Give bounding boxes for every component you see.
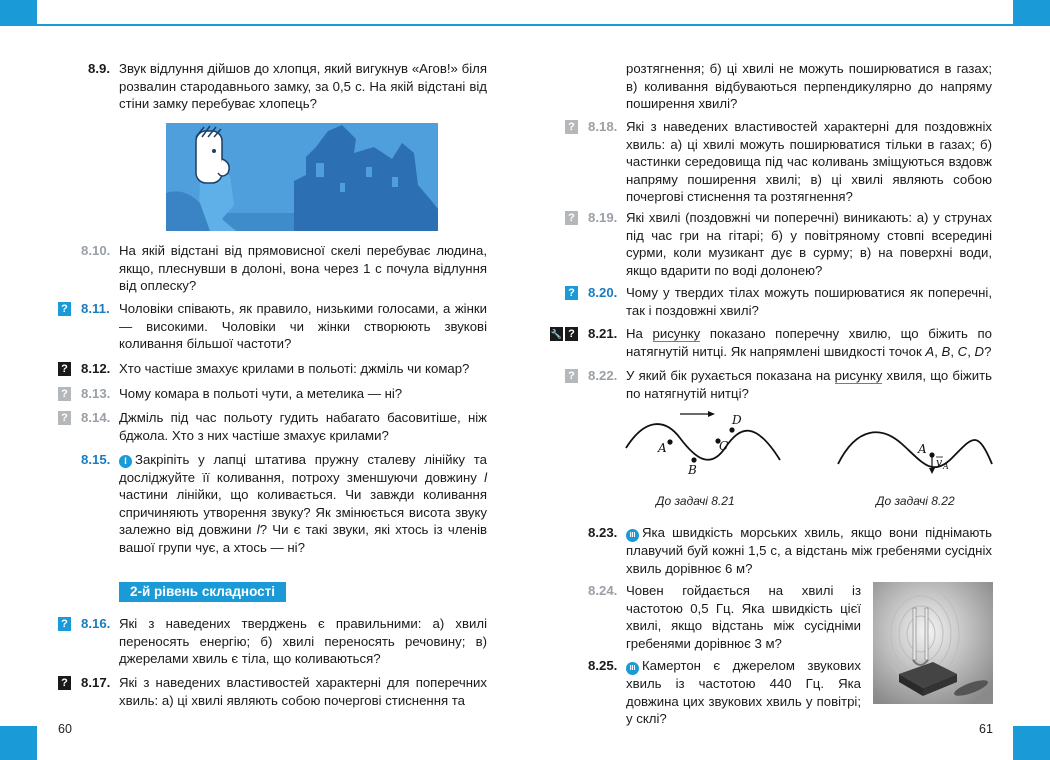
problem-text: Звук відлуння дійшов до хлопця, який вигукнув «Агов!» біля розвалин стародавнього замку, за 0,5 с. На якій відстані від стіни замку перебуває хлопець? <box>119 61 487 112</box>
problem-text: Які з наведених тверджень є правильними: а) хвилі переносять енергію; б) хвилі переносять речовину; в) джерелами хвиль є тіла, що коливаються? <box>119 616 487 667</box>
top-rule-left <box>37 24 525 26</box>
problem-8-21 <box>588 325 992 360</box>
point-a <box>667 439 672 444</box>
problem-number: 8.11. <box>81 301 110 316</box>
problem-text: Які з наведених властивостей характерні для поздовжніх хвиль: а) ці хвилі можуть поширюватися тільки в газах; б) частинки середовища під час коливань зміщуються вздовж напряму поширення хвилі; в) ці хвилі являють собою почергові стиснення та розтягнення? <box>626 119 992 205</box>
problem-text: Чому комара в польоті чути, а метелика — ні? <box>119 386 403 401</box>
problem-number: 8.18. <box>588 119 618 134</box>
problem-text: На якій відстані від прямовисної скелі перебуває людина, якщо, плеснувши в долоні, вона через 1 с почула відлуння від оплеску? <box>119 243 487 294</box>
corner-top-left <box>0 0 37 26</box>
velocity-subscript: A <box>943 462 949 471</box>
caption-8-21: До задачі 8.21 <box>656 494 735 508</box>
problem-number: 8.19. <box>588 210 618 225</box>
level-3-icon: ІІІ <box>626 662 639 675</box>
figure-link[interactable]: рисунку <box>652 326 701 341</box>
problem-8-9 <box>88 60 487 113</box>
figure-8-22 <box>832 420 997 480</box>
problem-8-17 <box>81 674 487 709</box>
problem-text: Які хвилі (поздовжні чи поперечні) виникають: а) у струнах під час гри на гітарі; б) у повітряному стовпі всередині сурми, коли музикант дує в сурму; в) на поверхні води, якщо вдарити по воді долонею? <box>626 210 992 278</box>
figure-8-21 <box>620 408 785 480</box>
page-number-right: 61 <box>979 722 993 736</box>
problem-text: Чоловіки співають, як правило, низькими голосами, а жінки — високими. Чоловіки чи жінки створюють звукові коливання більшої частоти? <box>119 301 487 352</box>
question-mark-icon: ? <box>58 411 71 425</box>
corner-bottom-right <box>1013 726 1050 760</box>
label-a: A <box>918 442 927 456</box>
problem-8-13 <box>81 385 487 403</box>
problem-8-22 <box>588 367 993 402</box>
problem-8-20 <box>588 284 992 319</box>
question-mark-icon: ? <box>58 302 71 316</box>
problem-number: 8.20. <box>588 285 618 300</box>
question-mark-icon: ? <box>565 369 578 383</box>
problem-8-10 <box>81 242 487 295</box>
point-d <box>729 427 734 432</box>
problem-text: І Закріпіть у лапці штатива пружну сталеву лінійку та досліджуйте її коливання, потроху зменшуючи довжину l частини лінійки, що коливається. Чи завжди коливання спричиняють утворення звуку? Як змінюється висота звуку залежно від довжини l? Чи є такі звуки, які хтось із членів вашої групи чує, а хтось — ні? <box>119 452 488 555</box>
problem-text: ІІІ Камертон є джерелом звукових хвиль із частотою 440 Гц. Яка довжина цих звукових хвиль у повітрі; у склі? <box>626 658 861 727</box>
problem-8-14 <box>81 409 487 444</box>
problem-number: 8.23. <box>588 525 618 540</box>
problem-number: 8.9. <box>88 61 110 76</box>
level-1-icon: І <box>119 455 132 468</box>
problem-number: 8.24. <box>588 583 618 598</box>
top-rule-right <box>525 24 1013 26</box>
problem-number: 8.15. <box>81 452 111 467</box>
wrench-icon: 🔧 <box>550 329 563 339</box>
question-mark-icon: ? <box>58 362 71 376</box>
tuning-fork-photo <box>873 582 993 704</box>
velocity-label: v <box>936 456 943 469</box>
problem-8-23 <box>588 524 992 577</box>
boy-castle-illustration <box>166 123 438 231</box>
problem-text: Які з наведених властивостей характерні для поперечних хвиль: а) ці хвилі являють собою почергові стиснення та <box>119 675 487 708</box>
question-mark-icon: ? <box>58 676 71 690</box>
problem-8-25 <box>588 657 861 728</box>
corner-top-right <box>1013 0 1050 26</box>
level-3-icon: ІІІ <box>626 529 639 542</box>
problem-text: На рисунку показано поперечну хвилю, що біжить по натягнутій нитці. Як напрямлені швидкості точок A, B, C, D? <box>626 326 992 359</box>
problem-number: 8.17. <box>81 675 111 690</box>
question-mark-icon: ? <box>565 327 578 341</box>
problem-8-19 <box>588 209 992 279</box>
difficulty-level-heading: 2-й рівень складності <box>119 582 286 602</box>
problem-number: 8.21. <box>588 326 618 341</box>
question-mark-icon: ? <box>565 120 578 134</box>
problem-text: У який бік рухається показана на рисунку хвиля, що біжить по натягнутій нитці? <box>626 368 993 401</box>
problem-number: 8.16. <box>81 616 111 631</box>
problem-8-18 <box>588 118 992 206</box>
page-number-left: 60 <box>58 722 72 736</box>
problem-number: 8.14. <box>81 410 111 425</box>
problem-8-15 <box>81 451 488 557</box>
problem-8-17-continued <box>626 60 992 113</box>
problem-8-16 <box>81 615 487 668</box>
point-b <box>691 457 696 462</box>
problem-8-11 <box>81 300 487 353</box>
problem-8-12 <box>81 360 487 378</box>
problem-text: Човен гойдається на хвилі із частотою 0,5 Гц. Яка швидкість цієї хвилі, якщо відстань між сусідніми гребенями дорівнює 3 м? <box>626 583 861 651</box>
problem-8-24 <box>588 582 861 652</box>
problem-number: 8.25. <box>588 658 618 673</box>
problem-text: розтягнення; б) ці хвилі не можуть поширюватися в газах; в) коливання відбуваються перпендикулярно до напряму поширення хвилі? <box>626 61 992 112</box>
question-mark-icon: ? <box>58 617 71 631</box>
problem-text: Хто частіше змахує крилами в польоті: джміль чи комар? <box>119 361 470 376</box>
question-mark-icon: ? <box>565 211 578 225</box>
label-b: B <box>688 463 697 477</box>
problem-number: 8.10. <box>81 243 111 258</box>
question-mark-icon: ? <box>58 387 71 401</box>
figure-link[interactable]: рисунку <box>834 368 883 383</box>
problem-text: Чому у твердих тілах можуть поширюватися як поперечні, так і поздовжні хвилі? <box>626 285 992 318</box>
problem-number: 8.12. <box>81 361 111 376</box>
problem-number: 8.22. <box>588 368 618 383</box>
label-a: A <box>658 441 667 455</box>
label-c: C <box>719 439 729 453</box>
problem-text: Джміль під час польоту гудить набагато басовитіше, ніж бджола. Хто з них частіше змахує крилами? <box>119 410 487 443</box>
label-d: D <box>732 413 742 427</box>
problem-number: 8.13. <box>81 386 111 401</box>
corner-bottom-left <box>0 726 37 760</box>
question-mark-icon: ? <box>565 286 578 300</box>
problem-text: ІІІ Яка швидкість морських хвиль, якщо вони піднімають плавучий буй кожні 1,5 с, а відстань між гребенями сусідніх хвиль дорівнює 6 м? <box>626 525 992 576</box>
caption-8-22: До задачі 8.22 <box>876 494 955 508</box>
